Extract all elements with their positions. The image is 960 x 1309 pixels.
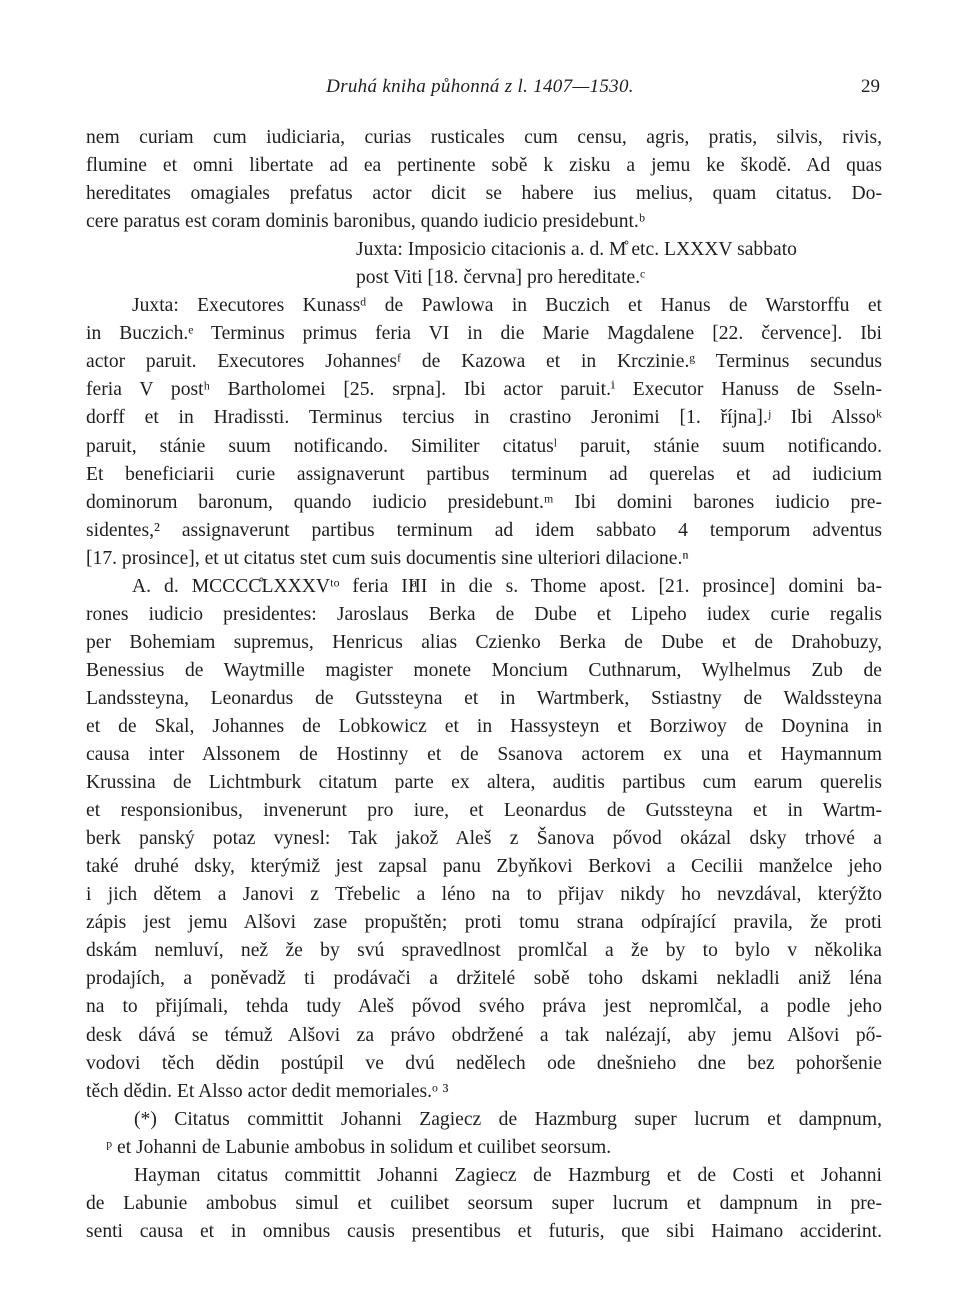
- text-line: na to přijímali, tehda tudy Aleš pővod svého práva jest nepromlčal, a podle jeho: [86, 996, 882, 1018]
- text-line: Benessius de Waytmille magister monete Moncium Cuthnarum, Wylhelmus Zub de: [86, 659, 882, 681]
- text-line: dorff et in Hradissti. Terminus tercius in crastino Jeronimi [1. října].ʲ Ibi Alssoᵏ: [86, 407, 882, 429]
- text-line: vodovi těch dědin postúpil ve dvú nedělech ode dnešnieho dne bez pohoršenie: [86, 1052, 882, 1074]
- text-line: ᵖ et Johanni de Labunie ambobus in solidum et cuilibet seorsum.: [106, 1136, 612, 1158]
- text-line: dskám nemluví, než že by svú spravedlnost promlčal a že by to bylo v několika: [86, 940, 882, 962]
- text-line: actor paruit. Executores Johannesᶠ de Kazowa et in Krczinie.ᵍ Terminus secundus: [86, 351, 882, 373]
- text-line: Juxta: Imposicio citacionis a. d. M̊ etc. LXXXV sabbato: [356, 239, 797, 261]
- text-line: (*) Citatus committit Johanni Zagiecz de Hazmburg super lucrum et dampnum,: [134, 1108, 882, 1130]
- text-line: nem curiam cum iudiciaria, curias rusticales cum censu, agris, pratis, silvis, rivis,: [86, 127, 882, 148]
- text-line: hereditates omagiales prefatus actor dicit se habere ius melius, quam citatus. Do-: [86, 183, 882, 205]
- text-line: cere paratus est coram dominis baronibus, quando iudicio presidebunt.ᵇ: [86, 211, 645, 233]
- text-line: causa inter Alssonem de Hostinny et de Ssanova actorem ex una et Haymannum: [86, 744, 882, 766]
- body-text: [86, 124, 882, 1246]
- text-line: feria V postʰ Bartholomei [25. srpna]. Ibi actor paruit.ⁱ Executor Hanuss de Sseln-: [86, 379, 882, 401]
- text-line: dominorum baronum, quando iudicio presidebunt.ᵐ Ibi domini barones iudicio pre-: [86, 491, 882, 513]
- text-line: Juxta: Executores Kunassᵈ de Pawlowa in Buczich et Hanus de Warstorffu et: [132, 295, 882, 317]
- text-line: Hayman citatus committit Johanni Zagiecz de Hazmburg et de Costi et Johanni: [134, 1164, 882, 1186]
- text-line: desk dává se témuž Alšovi za právo obdržené a tak nalézají, aby jemu Alšovi pő-: [86, 1024, 882, 1046]
- text-line: et de Skal, Johannes de Lobkowicz et in Hassysteyn et Borziwoy de Doynina in: [86, 715, 882, 737]
- text-line: těch dědin. Et Alsso actor dedit memoriales.ᵒ ³: [86, 1080, 449, 1102]
- text-line: Et beneficiarii curie assignaverunt partibus terminum ad querelas et ad iudicium: [86, 463, 882, 485]
- text-line: Landssteyna, Leonardus de Gutssteyna et in Wartmberk, Sstiastny de Waldssteyna: [86, 687, 882, 709]
- text-line: paruit, stánie suum notificando. Similiter citatusˡ paruit, stánie suum notificando.: [86, 435, 882, 457]
- text-line: in Buczich.ᵉ Terminus primus feria VI in die Marie Magdalene [22. července]. Ibi: [86, 323, 882, 345]
- text-line: berk panský potaz vynesl: Tak jakož Aleš z Šanova pővod okázal dsky trhové a: [86, 828, 882, 850]
- running-title: Druhá kniha půhonná z l. 1407—1530.: [326, 76, 634, 97]
- page-number: 29: [861, 76, 880, 97]
- text-line: zápis jest jemu Alšovi zase propuštěn; proti tomu strana odpírající pravila, že proti: [86, 912, 882, 934]
- text-line: prodajích, a poněvadž ti prodávači a držitelé sobě toho dskami nekladli aniž léna: [86, 968, 882, 990]
- page-header: [0, 76, 960, 102]
- text-line: [17. prosince], et ut citatus stet cum suis documentis sine ulteriori dilacione.ⁿ: [86, 547, 689, 569]
- text-line: rones iudicio presidentes: Jaroslaus Berka de Dube et Lipeho iudex curie regalis: [86, 603, 882, 625]
- text-line: i jich dětem a Janovi z Třebelic a léno na to přijav nikdy ho nevzdával, kterýžto: [86, 884, 882, 906]
- text-line: de Labunie ambobus simul et cuilibet seorsum super lucrum et dampnum in pre-: [86, 1192, 882, 1214]
- text-line: senti causa et in omnibus causis presentibus et futuris, que sibi Haimano acciderint.: [86, 1220, 882, 1242]
- text-line: také druhé dsky, kterýmiž jest zapsal panu Zbyňkovi Berkovi a Cecilii manželce jeho: [86, 856, 882, 878]
- text-line: per Bohemiam supremus, Henricus alias Czienko Berka de Dube et de Drahobuzy,: [86, 631, 882, 653]
- text-line: sidentes,² assignaverunt partibus terminum ad idem sabbato 4 temporum adventus: [86, 519, 882, 541]
- text-line: A. d. MCCCC̊LXXXVᵗᵒ feria IIͣII in die s. Thome apost. [21. prosince] domini ba-: [132, 575, 882, 597]
- text-line: flumine et omni libertate ad ea pertinente sobě k zisku a jemu ke škodě. Ad quas: [86, 155, 882, 177]
- text-line: post Viti [18. června] pro hereditate.ᶜ: [356, 267, 646, 289]
- text-line: Krussina de Lichtmburk citatum parte ex altera, auditis partibus cum earum querelis: [86, 772, 882, 794]
- text-line: et responsionibus, invenerunt pro iure, et Leonardus de Gutssteyna et in Wartm-: [86, 800, 882, 822]
